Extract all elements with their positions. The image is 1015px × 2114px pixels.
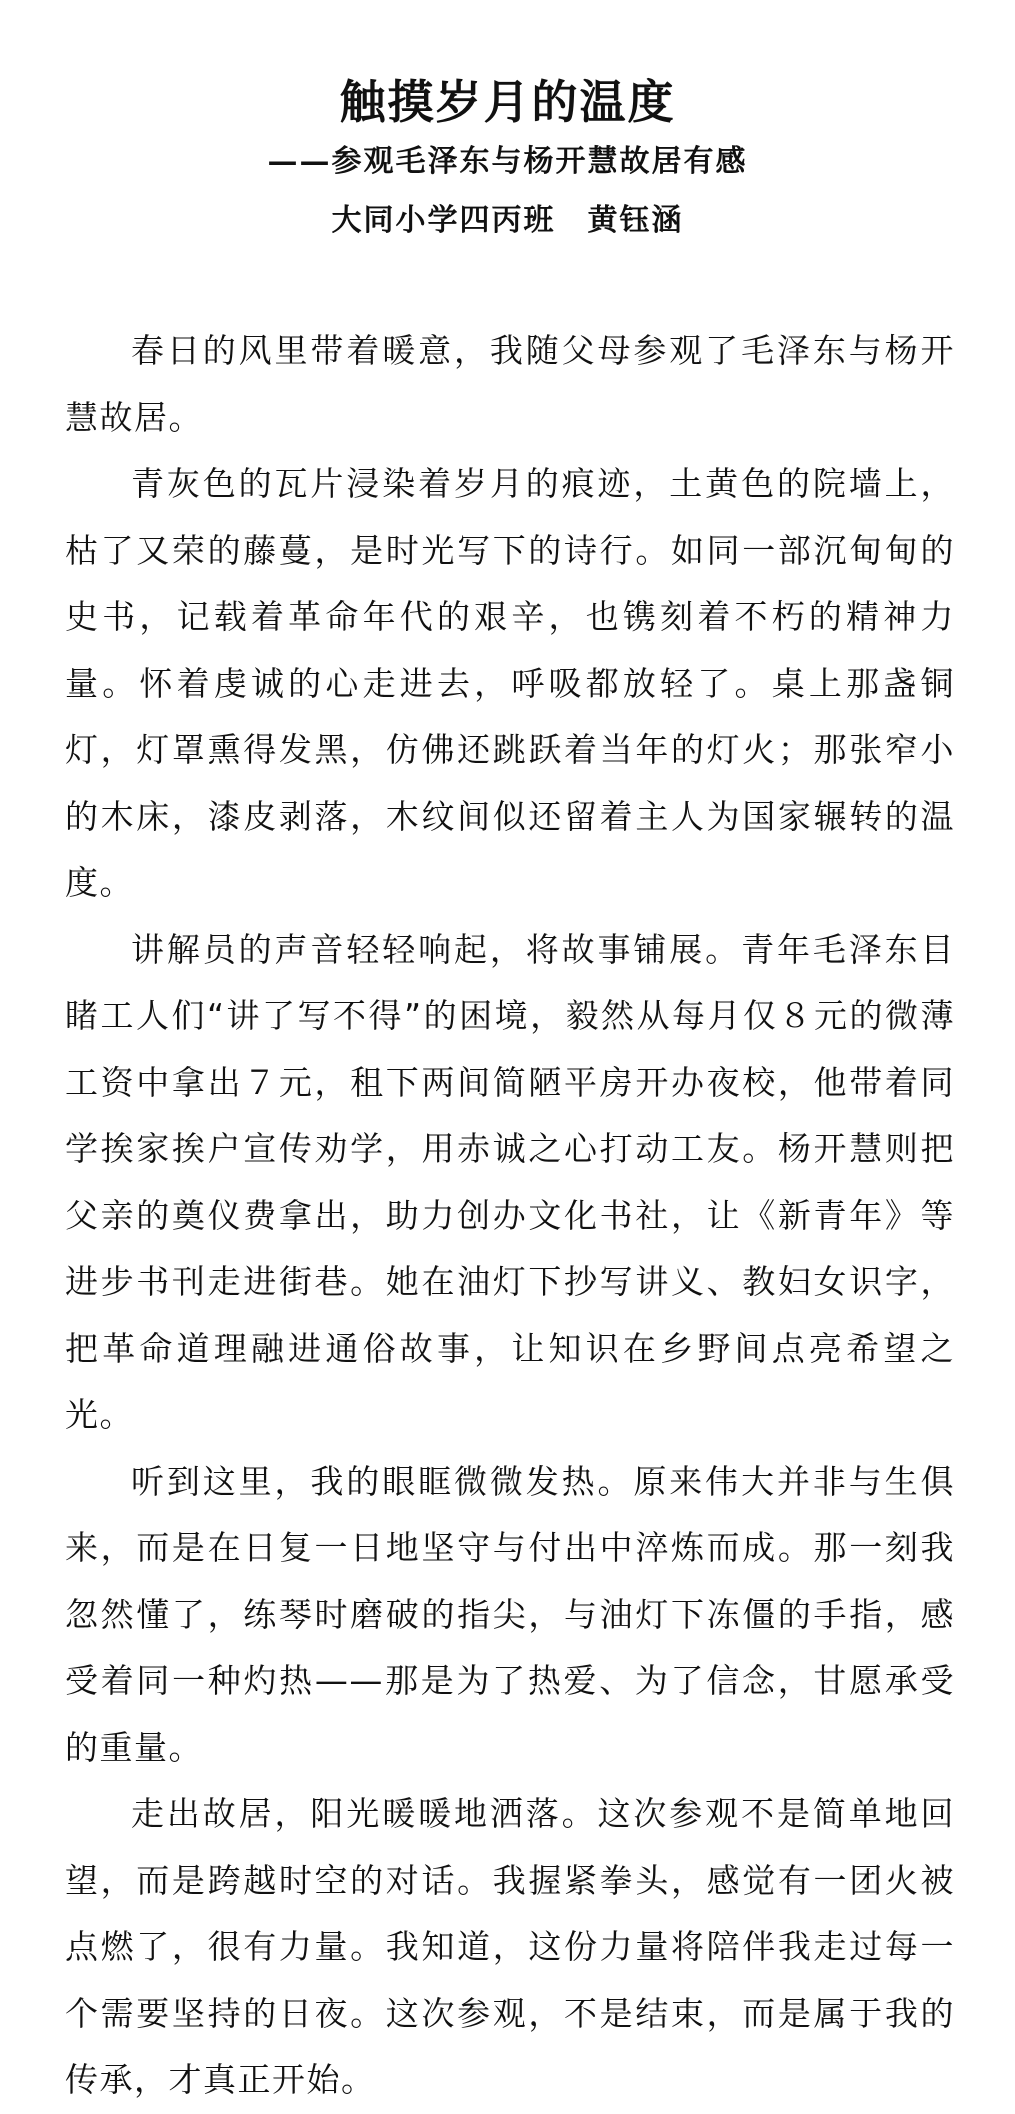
paragraph-4: 听到这里，我的眼眶微微发热。原来伟大并非与生俱来，而是在日复一日地坚守与付出中淬炼而成。那一刻我忽然懂了，练琴时磨破的指尖，与油灯下冻僵的手指，感受着同一种灼热——那是为了热爱、为了信念，甘愿承受的重量。 xyxy=(65,1461,955,1767)
paragraph-1: 春日的风里带着暖意，我随父母参观了毛泽东与杨开慧故居。 xyxy=(65,331,955,437)
article-subtitle: ——参观毛泽东与杨开慧故居有感 xyxy=(267,144,748,179)
article-header xyxy=(0,70,1015,252)
paragraph-5: 走出故居，阳光暖暖地洒落。这次参观不是简单地回望，而是跨越时空的对话。我握紧拳头，感觉有一团火被点燃了，很有力量。我知道，这份力量将陪伴我走过每一个需要坚持的日夜。这次参观，不是结束，而是属于我的传承，才真正开始。 xyxy=(65,1794,955,2099)
paragraph-2: 青灰色的瓦片浸染着岁月的痕迹，土黄色的院墙上，枯了又荣的藤蔓，是时光写下的诗行。如同一部沉甸甸的史书，记载着革命年代的艰辛，也镌刻着不朽的精神力量。怀着虔诚的心走进去，呼吸都放轻了。桌上那盏铜灯，灯罩熏得发黑，仿佛还跳跃着当年的灯火；那张窄小的木床，漆皮剥落，木纹间似还留着主人为国家辗转的温度。 xyxy=(65,464,955,902)
author-line: 大同小学四丙班 黄钰涵 xyxy=(331,203,684,238)
article-title: 触摸岁月的温度 xyxy=(339,75,676,129)
article-body xyxy=(65,318,955,2114)
paragraph-3: 讲解员的声音轻轻响起，将故事铺展。青年毛泽东目睹工人们“讲了写不得”的困境，毅然从每月仅８元的微薄工资中拿出７元，租下两间简陋平房开办夜校，他带着同学挨家挨户宣传劝学，用赤诚之心打动工友。杨开慧则把父亲的奠仪费拿出，助力创办文化书社，让《新青年》等进步书刊走进街巷。她在油灯下抄写讲义、教妇女识字，把革命道理融进通俗故事，让知识在乡野间点亮希望之光。 xyxy=(65,929,955,1434)
